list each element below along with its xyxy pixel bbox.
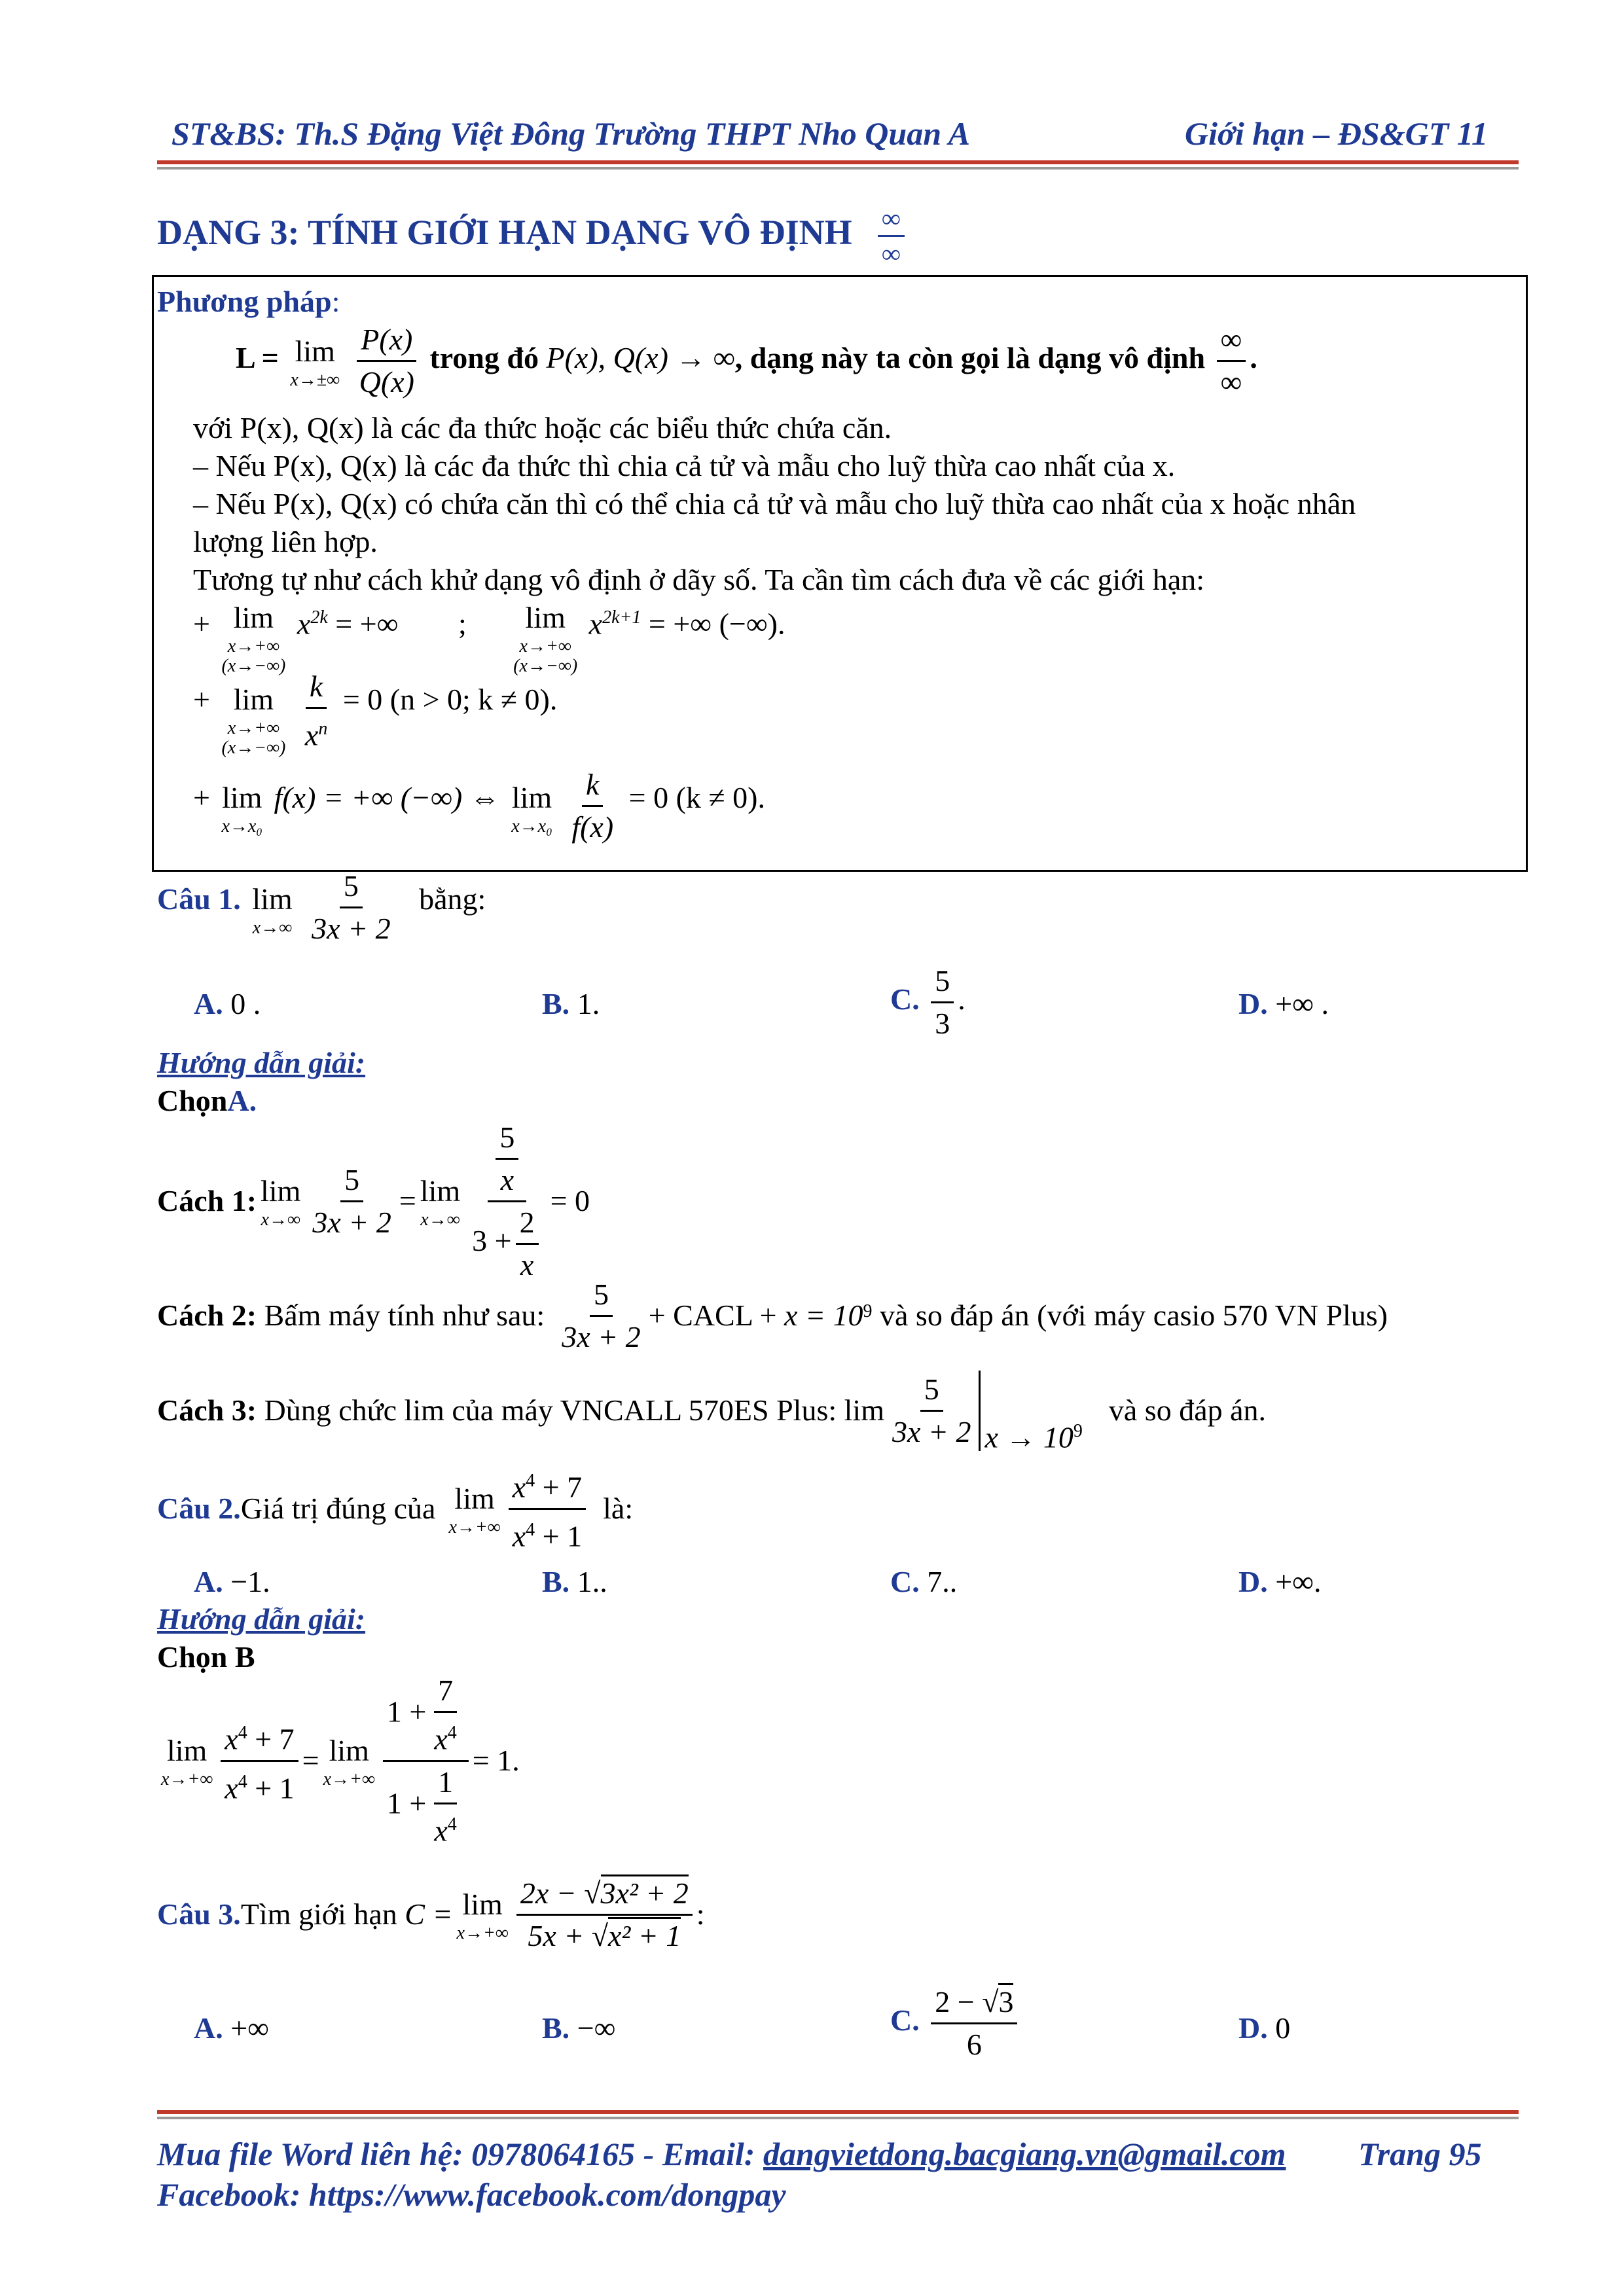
rule1a-lim-word: lim	[233, 601, 274, 634]
q2-s-d-exp: 4	[238, 1771, 247, 1792]
q3-c-num-rad: 3	[998, 1983, 1013, 2018]
q2-den-x: x	[512, 1518, 526, 1552]
rule1a-x: x	[297, 607, 311, 641]
q1-c1-lim1-sub: x→∞	[261, 1210, 300, 1230]
q1-c1-nd: x	[500, 1162, 514, 1196]
q1-c1-frac1	[308, 1161, 395, 1242]
rule3-plus: +	[193, 781, 210, 814]
q1-choose-word: Chọn	[157, 1084, 228, 1117]
q-x: Q(x)	[359, 365, 414, 399]
q2-s-lim2-sub: x→+∞	[323, 1769, 375, 1789]
q1-c2-post: và so đáp án (với máy casio 570 VN Plus)	[880, 1299, 1388, 1332]
rule2-den: x	[304, 718, 319, 752]
q3-b-text: −∞	[577, 2011, 616, 2045]
q2-s-nd-x: x	[434, 1722, 448, 1756]
q3-lim	[457, 1886, 509, 1943]
q2-option-a	[194, 1563, 270, 1601]
inf-den: ∞	[1220, 365, 1242, 399]
rule2-den-exp: n	[318, 719, 328, 739]
q1-label: Câu 1.	[157, 882, 241, 916]
rule3b-sub: x→x₀	[511, 816, 552, 836]
q2-s-nd-exp: 4	[447, 1723, 457, 1744]
q2-option-b	[542, 1563, 607, 1601]
q2-solution: lim x→+∞ $\frac{x^4 + 7}{x^4 + 1}$ = lim x→+∞ 1 + $\frac{7}{x^4}$ 1 + $\frac{1}{x^4}$ = 1.	[157, 1676, 520, 1846]
q2-s-lim2-word: lim	[329, 1734, 369, 1767]
rule3-den: f(x)	[571, 810, 614, 844]
q2-label: Câu 2.	[157, 1492, 241, 1525]
q2-stem	[157, 1469, 634, 1552]
method-line-4a: – Nếu P(x), Q(x) có chứa căn thì có thể chia cả tử và mẫu cho luỹ thừa cao nhất của x hoặc nhân	[193, 487, 1356, 520]
method-line-2: với P(x), Q(x) là các đa thức hoặc các biểu thức chứa căn.	[193, 411, 892, 444]
q2-c-label: C.	[890, 1565, 920, 1598]
method-line-5: Tương tự như cách khử dạng vô định ở dãy số. Ta cần tìm cách đưa về các giới hạn:	[193, 563, 1205, 596]
q1-c1-eq: = 0	[550, 1184, 590, 1217]
rule1a-val: = +∞	[335, 607, 399, 641]
footer-contact	[157, 2135, 1286, 2173]
q3-c-den: 6	[966, 2028, 982, 2061]
q2-s-lim1-sub: x→+∞	[161, 1769, 213, 1789]
q3-den-pre: 5x +	[528, 1918, 585, 1952]
inf-num: ∞	[1217, 321, 1246, 362]
rule2-sub1: x→+∞	[227, 718, 280, 738]
rule2-lim-word: lim	[233, 683, 274, 716]
q1-a-label: A.	[194, 987, 223, 1020]
q1-c3-den: 3x + 2	[892, 1414, 971, 1448]
q2-den-post: + 1	[542, 1518, 583, 1552]
q1-c3-frac	[888, 1371, 981, 1451]
footer-email-link[interactable]: dangvietdong.bacgiang.vn@gmail.com	[763, 2136, 1286, 2172]
header-left: ST&BS: Th.S Đặng Việt Đông Trường THPT Nho Quan A	[171, 115, 970, 152]
q2-s-n-post: + 7	[255, 1722, 295, 1756]
q1-c2-den: 3x + 2	[562, 1319, 641, 1354]
q2-option-d	[1238, 1563, 1321, 1601]
q2-num-x: x	[512, 1470, 526, 1504]
q2-s-n-x: x	[225, 1722, 238, 1756]
rule3a-lim-word: lim	[222, 781, 262, 814]
q1-lim-word: lim	[252, 882, 293, 916]
q2-choose: Chọn B	[157, 1640, 255, 1674]
rule3a-lim	[221, 779, 262, 836]
q1-guide: Hướng dẫn giải:	[157, 1046, 366, 1079]
q1-c1-label: Cách 1:	[157, 1184, 257, 1217]
rule1b-lim	[513, 599, 577, 676]
q1-c1-inner-num	[496, 1119, 518, 1199]
q1-c3-label: Cách 3:	[157, 1393, 257, 1427]
rule1-plus: +	[193, 607, 210, 641]
rule1b-sub1: x→+∞	[519, 636, 571, 656]
rule3-a: f(x) = +∞ (−∞) ⇔	[274, 781, 500, 814]
q1-stem	[157, 869, 486, 948]
q1-c-label: C.	[890, 982, 920, 1016]
q3-d-label: D.	[1238, 2011, 1268, 2045]
q1-post: bằng:	[419, 882, 486, 916]
rule1b-lim-word: lim	[525, 601, 566, 634]
q1-c1-dx: x	[520, 1247, 534, 1282]
q1-c2-num: 5	[590, 1276, 613, 1317]
header-rule-red	[157, 160, 1519, 164]
section-title	[157, 203, 909, 269]
q3-option-c	[890, 1983, 1021, 2064]
q2-frac	[509, 1462, 586, 1555]
q1-c3-sub: x → 10	[984, 1420, 1074, 1454]
q1-lim-sub: x→∞	[252, 918, 293, 938]
q2-s-lim1	[161, 1732, 213, 1789]
rule1-sep: ;	[458, 607, 467, 641]
q3-a-text: +∞	[230, 2011, 269, 2045]
q3-lim-sub: x→+∞	[456, 1923, 509, 1943]
rule-1	[193, 599, 785, 676]
q2-s-n-exp: 4	[238, 1723, 247, 1744]
q2-s-np: 1 +	[386, 1695, 427, 1729]
q2-s-d-x: x	[225, 1770, 238, 1804]
q1-c1-nn: 5	[496, 1119, 518, 1160]
q2-s-dd-exp: 4	[447, 1814, 457, 1835]
q3-post: :	[696, 1897, 705, 1931]
q1-c3-pre: Dùng chức lim của máy VNCALL 570ES Plus:	[264, 1393, 837, 1427]
method-formula: L = lim x→±∞ $\frac{P(x)}{Q(x)}$ trong đó P(x), Q(x) → ∞, dạng này ta còn gọi là dạng vô định $\frac{\infty}{\infty}$ .	[236, 321, 1257, 401]
q2-b-text: 1..	[577, 1565, 607, 1598]
q2-lim-word: lim	[454, 1482, 495, 1515]
rule1b-val: = +∞ (−∞).	[648, 607, 785, 641]
q1-c1-lim1	[261, 1172, 300, 1230]
rule1a-exp: 2k	[310, 607, 328, 628]
lim-pm	[290, 332, 340, 390]
q2-num-exp: 4	[526, 1471, 535, 1492]
method-label-text: Phương pháp	[157, 285, 332, 318]
footer-rule-red	[157, 2110, 1519, 2114]
method-line-4b: lượng liên hợp.	[193, 525, 378, 558]
method-formula-post: , dạng này ta còn gọi là dạng vô định	[734, 341, 1206, 375]
q1-c3-exp: 9	[1073, 1420, 1083, 1441]
rule1b-x: x	[588, 607, 603, 641]
rule2-lim	[221, 681, 285, 758]
rule3-val: = 0 (k ≠ 0).	[628, 781, 765, 814]
q1-c3-post: và so đáp án.	[1108, 1393, 1267, 1427]
q2-s-dp: 1 +	[386, 1786, 427, 1820]
rule3a-sub: x→x₀	[221, 816, 263, 836]
q1-c2-pre: Bấm máy tính như sau:	[264, 1299, 545, 1332]
rule1b-exp: 2k+1	[602, 607, 641, 628]
header-rule-grey	[157, 167, 1519, 170]
title-den: ∞	[882, 239, 901, 268]
q1-d-label: D.	[1238, 987, 1268, 1020]
rule2-val: = 0 (n > 0; k ≠ 0).	[342, 683, 558, 716]
q2-s-d-post: + 1	[255, 1770, 295, 1804]
q2-s-inner-num	[430, 1672, 460, 1758]
q2-d-text: +∞.	[1275, 1565, 1322, 1598]
q1-cach3	[157, 1371, 1267, 1454]
q3-option-b	[542, 2009, 615, 2047]
l-eq: L =	[236, 341, 279, 375]
q2-lim	[448, 1480, 500, 1537]
p-x: P(x)	[357, 321, 416, 362]
q3-num-rad: 3x² + 2	[601, 1874, 689, 1910]
q1-c1-inner-den	[516, 1204, 539, 1284]
q3-option-d	[1238, 2009, 1290, 2047]
q1-c2-frac	[558, 1276, 644, 1356]
q2-s-dd-x: x	[434, 1813, 448, 1847]
q1-den: 3x + 2	[312, 912, 391, 945]
q2-s-frac1	[221, 1714, 298, 1807]
q3-b-label: B.	[542, 2011, 570, 2045]
q2-c-text: 7..	[927, 1565, 958, 1598]
q1-option-d	[1238, 985, 1329, 1023]
q1-lim	[252, 880, 292, 938]
q3-c-eq: C =	[405, 1897, 453, 1931]
q1-choose-val: A.	[227, 1084, 257, 1117]
q1-c1-dd-pre: 3 +	[472, 1223, 512, 1257]
rule-3	[193, 768, 765, 846]
q1-c2-exp: 9	[863, 1301, 873, 1321]
q3-num-pre: 2x −	[520, 1876, 577, 1910]
q1-c-frac	[931, 962, 954, 1043]
q2-den-exp: 4	[526, 1519, 535, 1540]
q1-c3-num: 5	[920, 1371, 943, 1412]
footer-rule-grey	[157, 2117, 1519, 2119]
q1-c1-f1-den: 3x + 2	[312, 1205, 391, 1239]
q1-num: 5	[340, 867, 363, 908]
q2-num-post: + 7	[542, 1470, 583, 1504]
rule2-sub2: (x→−∞)	[221, 738, 286, 758]
q3-c-label: C.	[890, 2003, 920, 2037]
q1-c-num: 5	[931, 962, 954, 1003]
q3-pre: Tìm giới hạn	[240, 1897, 397, 1931]
q2-option-c	[890, 1563, 957, 1601]
q2-s-dn: 1	[434, 1763, 457, 1804]
q1-cach2	[157, 1277, 1388, 1354]
pq-cond: P(x), Q(x) → ∞	[546, 341, 735, 375]
rule-2	[193, 670, 558, 758]
header-right: Giới hạn – ĐS&GT 11	[1185, 115, 1489, 152]
q1-c1-f1-num: 5	[340, 1161, 363, 1202]
rule2-num: k	[306, 668, 327, 709]
q1-c-post: .	[958, 982, 965, 1016]
q3-d-text: 0	[1275, 2011, 1291, 2045]
q1-c1-dn: 2	[516, 1204, 539, 1245]
lim-sub: x→±∞	[290, 369, 340, 390]
q1-b-text: 1.	[577, 987, 600, 1020]
q3-label: Câu 3.	[157, 1897, 241, 1931]
trong-do: trong đó	[429, 341, 539, 375]
rule2-plus: +	[193, 683, 210, 716]
q1-c3-lim: lim	[844, 1393, 884, 1427]
q2-a-label: A.	[194, 1565, 223, 1598]
rule3-frac	[568, 766, 617, 846]
rule3-num: k	[582, 766, 603, 807]
inf-fraction	[1217, 321, 1246, 401]
q2-a-text: −1.	[230, 1565, 270, 1598]
q1-c1-lim1-word: lim	[261, 1174, 301, 1208]
q1-a-text: 0 .	[230, 987, 261, 1020]
q2-lim-sub: x→+∞	[448, 1517, 501, 1537]
q3-c-frac: $\frac{2 - √3}{6}$	[931, 1983, 1017, 2064]
q1-c2-x: x = 10	[784, 1299, 863, 1332]
section-title-text: DẠNG 3: TÍNH GIỚI HẠN DẠNG VÔ ĐỊNH	[157, 212, 852, 252]
q2-s-inner-den	[430, 1763, 460, 1850]
title-fraction	[878, 203, 905, 269]
q1-c1-lim2	[420, 1172, 460, 1230]
title-num: ∞	[878, 203, 905, 237]
q1-c-den: 3	[935, 1007, 950, 1040]
rule1a-sub2: (x→−∞)	[221, 656, 286, 676]
rule3b-lim-word: lim	[511, 781, 552, 814]
q1-c1-lim2-sub: x→∞	[420, 1210, 460, 1230]
lim-word: lim	[295, 334, 335, 368]
rule1a-sub1: x→+∞	[227, 636, 280, 656]
q1-option-b	[542, 985, 600, 1023]
q2-pre: Giá trị đúng của	[240, 1492, 436, 1525]
q2-s-lim1-word: lim	[166, 1734, 208, 1767]
q3-lim-word: lim	[462, 1888, 503, 1921]
method-label: Phương pháp:	[157, 285, 340, 318]
rule2-frac	[301, 668, 331, 754]
q2-d-label: D.	[1238, 1565, 1268, 1598]
footer-facebook[interactable]: Facebook: https://www.facebook.com/dongpay	[157, 2176, 786, 2213]
q3-frac: $\frac{\text{2x − √3x² + 2}}{\text{5x + √x² + 1}}$	[516, 1874, 693, 1955]
q1-d-text: +∞ .	[1275, 987, 1329, 1020]
q2-s-lim2	[323, 1732, 375, 1789]
q3-den-rad: x² + 1	[608, 1917, 681, 1952]
q3-c-num-pre: 2 −	[935, 1985, 975, 2018]
q3-stem	[157, 1872, 705, 1957]
q2-guide: Hướng dẫn giải:	[157, 1602, 366, 1636]
q3-a-label: A.	[194, 2011, 223, 2045]
rule1a-lim	[221, 599, 285, 676]
footer-page: Trang 95	[1358, 2136, 1482, 2172]
q2-b-label: B.	[542, 1565, 570, 1598]
method-line-3: – Nếu P(x), Q(x) là các đa thức thì chia cả tử và mẫu cho luỹ thừa cao nhất của x.	[193, 449, 1176, 482]
q1-c2-label: Cách 2:	[157, 1299, 257, 1332]
q1-c2-mid: + CACL +	[648, 1299, 777, 1332]
rule1b-sub2: (x→−∞)	[513, 656, 578, 676]
q2-s-nn: 7	[434, 1672, 457, 1713]
q1-b-label: B.	[542, 987, 570, 1020]
q2-s-eq: = 1.	[472, 1744, 520, 1777]
pq-fraction	[355, 321, 418, 401]
footer-contact-text: Mua file Word liên hệ: 0978064165 - Email:	[157, 2136, 755, 2172]
q1-option-c	[890, 962, 965, 1043]
q1-choose	[157, 1082, 257, 1120]
q1-option-a	[194, 985, 261, 1023]
q1-frac	[308, 867, 394, 948]
q2-post: là:	[603, 1492, 634, 1525]
q3-option-a	[194, 2009, 269, 2047]
q1-c1-frac2	[468, 1119, 546, 1284]
q1-c1-lim2-word: lim	[420, 1174, 461, 1208]
q2-s-frac2	[383, 1672, 469, 1850]
q1-cach1: Cách 1: lim x→∞ $\frac{5}{3x + 2}$ = lim x→∞ $\frac{5}{x}$ 3 + $\frac{2}{x}$ = 0	[157, 1126, 590, 1276]
rule3b-lim	[511, 779, 552, 836]
